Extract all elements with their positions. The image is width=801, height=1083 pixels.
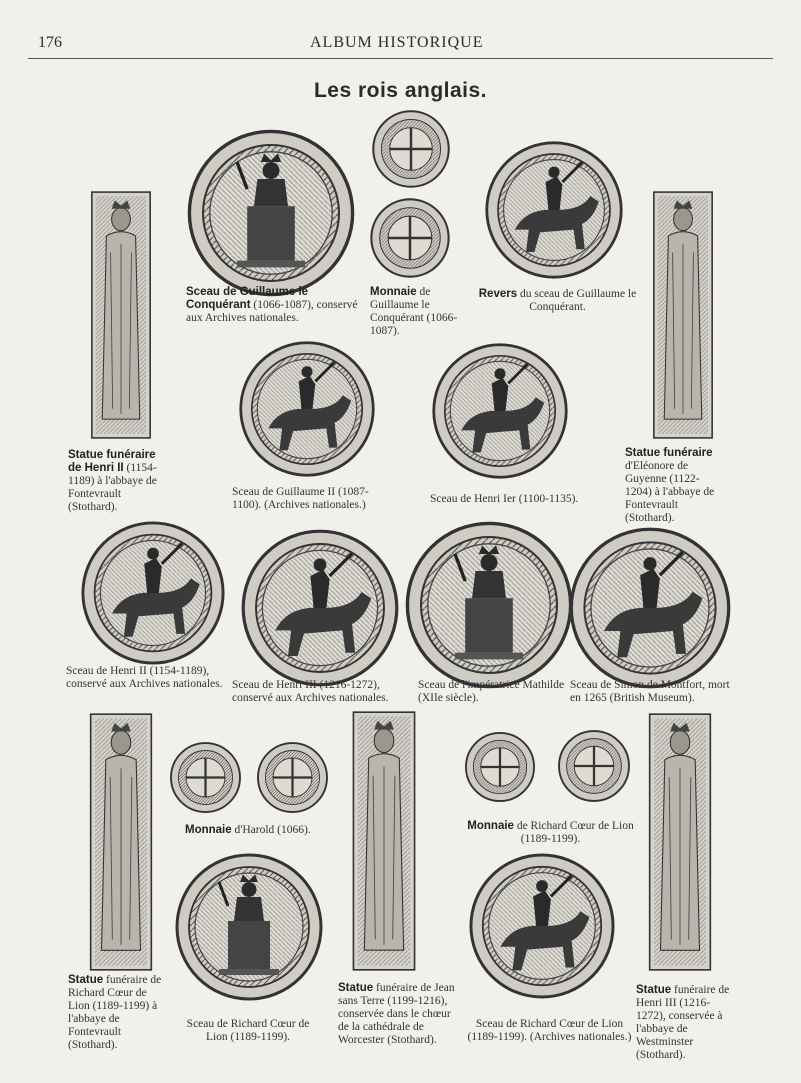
caption-seal-richard-throne: Sceau de Richard Cœur de Lion (1189-1199).: [186, 1018, 310, 1043]
caption-statue-henri-ii: Statue funéraire de Henri II (1154-1189) à l'abbaye de Fontevrault (Stothard).: [68, 449, 157, 513]
coin-harold-reverse-image: [255, 740, 330, 815]
caption-seal-henri-iii: Sceau de Henri III (1216-1272), conservé aux Archives nationales.: [232, 679, 389, 704]
statue-richard-image: [86, 712, 156, 972]
seal-henri-iii-image: [240, 528, 400, 688]
coin-richard-obverse-image: [463, 730, 537, 804]
caption-coin-harold: Monnaie d'Harold (1066).: [185, 824, 311, 836]
caption-seal-richard-rider: Sceau de Richard Cœur de Lion (1189-1199). (Archives nationales.): [467, 1018, 632, 1043]
coin-william-obverse-image: [370, 108, 452, 190]
caption-statue-eleonore: Statue funéraire d'Eléonore de Guyenne (1122-1204) à l'abbaye de Fontevrault (Stothard).: [625, 447, 715, 524]
caption-seal-henri-i: Sceau de Henri Ier (1100-1135).: [430, 493, 579, 505]
statue-eleonore-image: [648, 190, 718, 440]
header-rule: [28, 58, 773, 59]
caption-seal-montfort: Sceau de Simon de Montfort, mort en 1265 (British Museum).: [570, 679, 730, 704]
coin-harold-obverse-image: [168, 740, 243, 815]
caption-seal-william-ii: Sceau de Guillaume II (1087-1100). (Archives nationales.): [232, 486, 369, 511]
statue-jean-image: [344, 710, 424, 972]
coin-richard-reverse-image: [556, 728, 632, 804]
seal-william-ii-image: [232, 340, 382, 478]
running-title: ALBUM HISTORIQUE: [310, 34, 484, 51]
caption-statue-jean: Statue funéraire de Jean sans Terre (1199-1216), conservée dans le chœur de la cathédrale de Worcester (Stothard).: [338, 982, 455, 1046]
caption-seal-william-conqueror: Sceau de Guillaume le Conquérant (1066-1087), conservé aux Archives nationales.: [186, 286, 358, 324]
caption-coin-william: Monnaie de Guillaume le Conquérant (1066-1087).: [370, 286, 458, 337]
seal-henri-i-image: [425, 342, 575, 480]
caption-statue-henri-iii: Statue funéraire de Henri III (1216-1272), conservée à l'abbaye de Westminster (Stothard).: [636, 984, 730, 1061]
caption-reverse-seal-william: Revers du sceau de Guillaume le Conquérant.: [478, 288, 637, 313]
statue-henri-iii-image: [640, 712, 720, 972]
seal-richard-throne-image: [174, 852, 324, 1002]
seal-william-conqueror-image: [186, 128, 356, 298]
seal-simon-montfort-image: [568, 526, 732, 690]
page-title: Les rois anglais.: [313, 79, 488, 102]
seal-henri-ii-image: [78, 520, 228, 666]
caption-seal-mathilde: Sceau de l'impératrice Mathilde (XIIe siècle).: [418, 679, 565, 704]
seal-william-reverse-image: [474, 140, 634, 280]
seal-mathilde-image: [404, 520, 574, 690]
caption-statue-richard: Statue funéraire de Richard Cœur de Lion (1189-1199) à l'abbaye de Fontevrault (Stothard).: [68, 974, 162, 1051]
seal-richard-rider-image: [467, 852, 617, 1000]
page-number: 176: [38, 34, 62, 51]
statue-henri-ii-image: [86, 190, 156, 440]
caption-coin-richard: Monnaie de Richard Cœur de Lion (1189-1199).: [467, 820, 634, 845]
coin-william-reverse-image: [368, 196, 452, 280]
caption-seal-henri-ii: Sceau de Henri II (1154-1189), conservé aux Archives nationales.: [66, 665, 223, 690]
